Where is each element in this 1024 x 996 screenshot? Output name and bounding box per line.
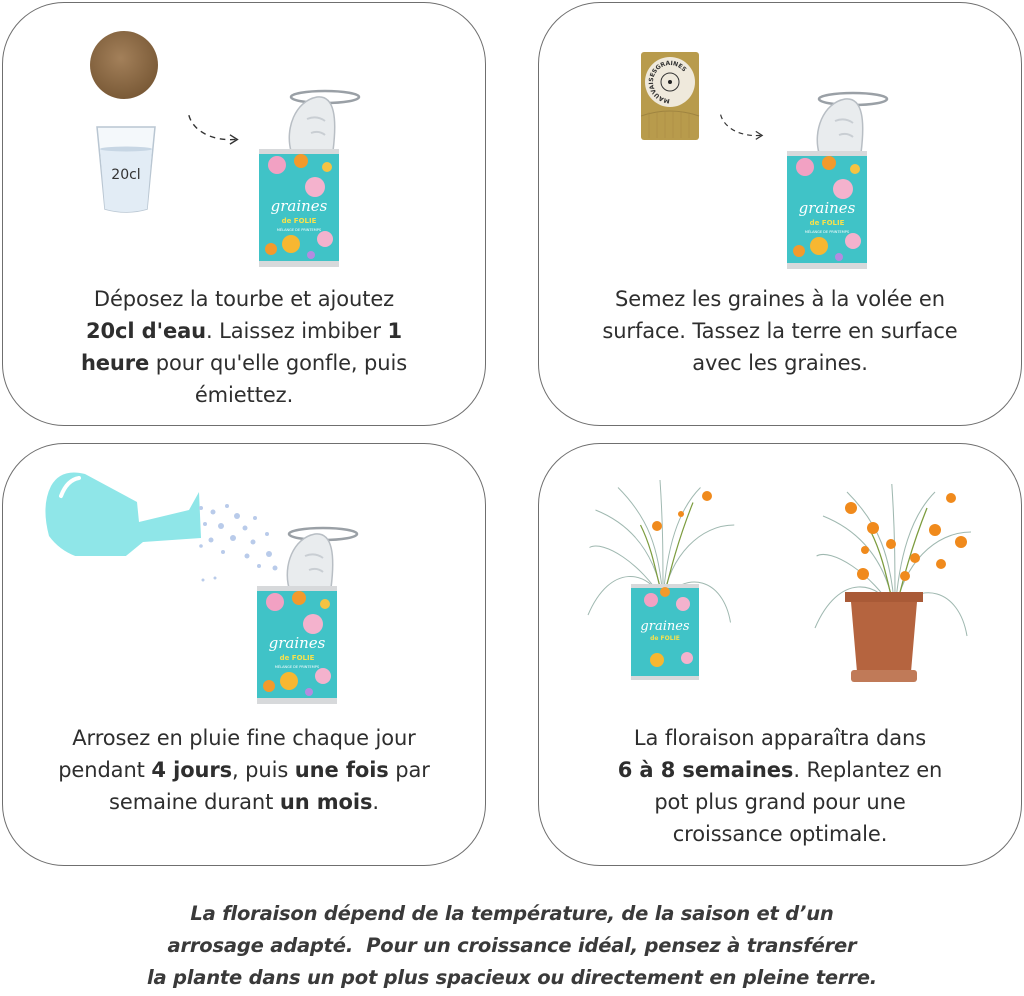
instruction-line — [23, 722, 465, 754]
seed-can-image — [783, 91, 893, 271]
instruction-text: . Replantez en — [793, 758, 943, 782]
peat-disc-image — [89, 30, 159, 100]
instruction-text: . — [372, 790, 379, 814]
step-3-instructions — [23, 722, 465, 818]
step-card-1 — [2, 2, 486, 426]
instruction-line — [559, 347, 1001, 379]
instruction-text: , puis — [232, 758, 295, 782]
footer-line-3: la plante dans un pot plus spacieux ou directement en pleine terre. — [147, 966, 877, 989]
seed-can-image — [255, 89, 365, 269]
instruction-line — [23, 786, 465, 818]
instruction-line — [559, 818, 1001, 850]
step-2-instructions — [559, 283, 1001, 379]
step-1-instructions — [23, 283, 465, 411]
instruction-line — [23, 283, 465, 315]
emphasis-text: une fois — [294, 758, 389, 782]
instruction-text: Arrosez en pluie fine chaque jour — [72, 726, 416, 750]
footer-line-2: arrosage adapté. Pour un croissance idéal, pensez à transférer — [167, 934, 857, 957]
instruction-text: croissance optimale. — [672, 822, 888, 846]
seed-packet-label: MAUVAISESGRAINES — [647, 59, 688, 105]
svg-text:de FOLIE: de FOLIE — [650, 635, 680, 642]
seed-packet-image — [641, 52, 701, 140]
dashed-arrow-icon — [719, 113, 767, 145]
emphasis-text: 4 jours — [151, 758, 233, 782]
step-1-illustration — [3, 3, 487, 273]
instruction-text: avec les graines. — [692, 351, 868, 375]
plant-in-can-image — [553, 480, 783, 685]
instruction-line — [23, 315, 465, 347]
instruction-text: La floraison apparaîtra dans — [633, 726, 927, 750]
instruction-text: surface. Tassez la terre en surface — [602, 319, 958, 343]
instruction-text: pour qu'elle gonfle, puis — [149, 351, 408, 375]
instruction-text: par — [388, 758, 430, 782]
instruction-text: . Laissez imbiber — [206, 319, 388, 343]
step-card-2 — [538, 2, 1022, 426]
instruction-line — [559, 722, 1001, 754]
step-2-illustration — [539, 3, 1023, 273]
plant-in-terracotta-pot-image — [765, 484, 1015, 694]
instruction-line — [559, 315, 1001, 347]
instruction-text: pot plus grand pour une — [654, 790, 906, 814]
instruction-text: Semez les graines à la volée en — [615, 287, 945, 311]
instruction-line — [559, 754, 1001, 786]
emphasis-text: 1 — [387, 319, 402, 343]
instruction-text: pendant — [58, 758, 152, 782]
footer-line-1: La floraison dépend de la température, de la saison et d’un — [190, 902, 834, 925]
step-card-4 — [538, 443, 1022, 866]
step-4-instructions — [559, 722, 1001, 850]
instruction-text: émiettez. — [194, 383, 294, 407]
instruction-line — [23, 379, 465, 411]
step-3-illustration — [3, 444, 487, 714]
emphasis-text: 6 à 8 semaines — [617, 758, 794, 782]
step-4-illustration — [539, 444, 1023, 714]
instruction-line — [559, 786, 1001, 818]
emphasis-text: heure — [80, 351, 150, 375]
seed-can-image — [253, 526, 363, 706]
instruction-text: semaine durant — [109, 790, 280, 814]
step-card-3 — [2, 443, 486, 866]
dashed-arrow-icon — [187, 111, 243, 153]
water-glass-image — [95, 123, 157, 215]
watering-can-icon — [41, 466, 201, 556]
instruction-line — [23, 347, 465, 379]
emphasis-text: 20cl d'eau — [86, 319, 207, 343]
instruction-text: Déposez la tourbe et ajoutez — [93, 287, 395, 311]
glass-volume-label: 20cl — [111, 167, 141, 183]
svg-text:graines: graines — [640, 619, 690, 634]
instruction-line — [23, 754, 465, 786]
footer-note — [0, 898, 1024, 994]
emphasis-text: un mois — [279, 790, 373, 814]
instruction-line — [559, 283, 1001, 315]
